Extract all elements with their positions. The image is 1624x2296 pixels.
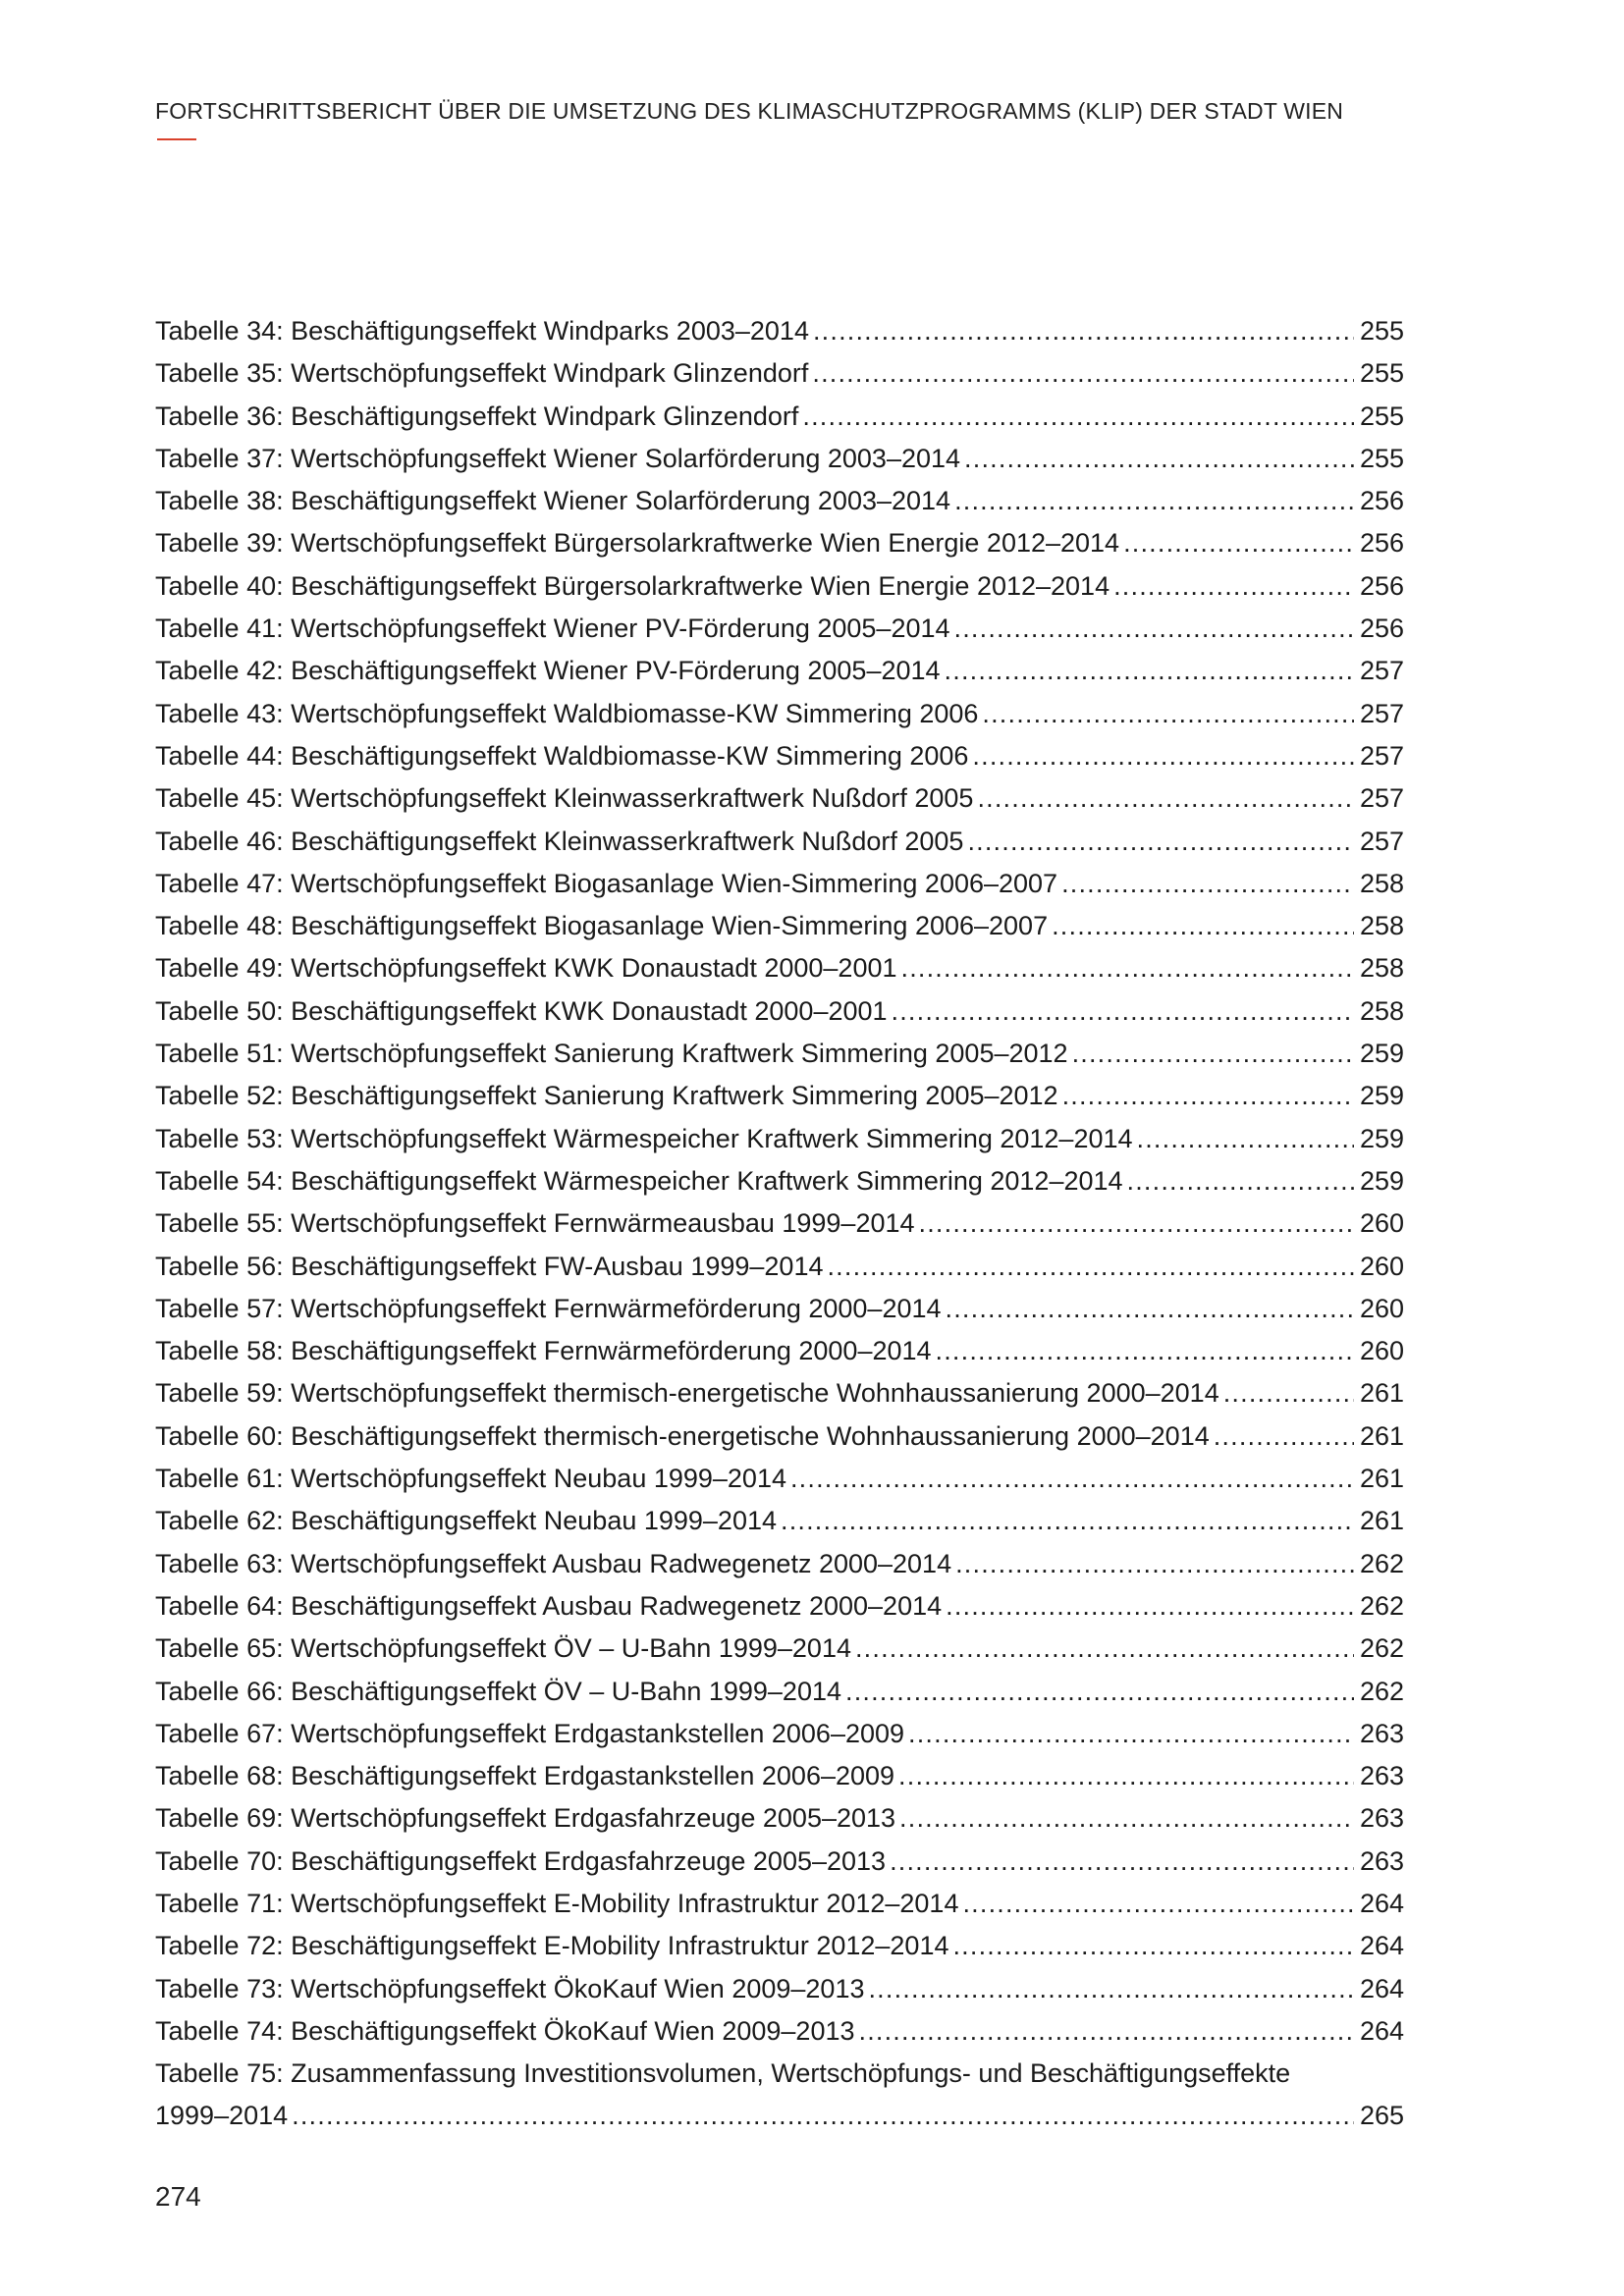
toc-entry[interactable] (155, 1075, 1404, 1117)
dot-leader (1113, 565, 1354, 608)
toc-entry-title: Tabelle 63: Wertschöpfungseffekt Ausbau Radwegenetz 2000–2014 (155, 1548, 952, 1578)
dot-leader (1127, 1160, 1354, 1202)
toc-entry-title: Tabelle 64: Beschäftigungseffekt Ausbau Radwegenetz 2000–2014 (155, 1590, 943, 1621)
toc-entry[interactable] (155, 1797, 1404, 1840)
dot-leader (781, 1500, 1354, 1542)
toc-entry[interactable] (155, 1160, 1404, 1202)
toc-entry[interactable] (155, 1500, 1404, 1542)
dot-leader (954, 480, 1354, 522)
toc-entry[interactable] (155, 905, 1404, 947)
toc-entry[interactable] (155, 1968, 1404, 2010)
dot-leader (827, 1246, 1353, 1288)
toc-entry[interactable] (155, 1585, 1404, 1628)
dot-leader (1062, 1075, 1354, 1117)
toc-entry[interactable] (155, 396, 1404, 438)
dot-leader (898, 1755, 1354, 1797)
dot-leader (946, 1585, 1354, 1628)
toc-entry-title: Tabelle 48: Beschäftigungseffekt Biogasanlage Wien-Simmering 2006–2007 (155, 911, 1049, 941)
toc-entry-page: 263 (1359, 1718, 1404, 1748)
dot-leader (964, 438, 1354, 480)
dot-leader (845, 1671, 1354, 1713)
toc-entry[interactable] (155, 1671, 1404, 1713)
toc-entry[interactable] (155, 990, 1404, 1033)
toc-entry-page: 260 (1359, 1336, 1404, 1366)
dot-leader (1061, 863, 1354, 905)
toc-entry-line2 (155, 2095, 1404, 2137)
toc-entry-page: 264 (1359, 1931, 1404, 1961)
toc-entry[interactable] (155, 693, 1404, 735)
toc-entry-title: Tabelle 59: Wertschöpfungseffekt thermisch-energetische Wohnhaussanierung 2000–2014 (155, 1378, 1219, 1409)
toc-entry[interactable] (155, 608, 1404, 650)
toc-entry-title: Tabelle 55: Wertschöpfungseffekt Fernwärmeausbau 1999–2014 (155, 1208, 915, 1239)
dot-leader (982, 693, 1354, 735)
toc-entry-title: Tabelle 65: Wertschöpfungseffekt ÖV – U-Bahn 1999–2014 (155, 1633, 851, 1664)
toc-entry[interactable] (155, 777, 1404, 820)
dot-leader (946, 1288, 1354, 1330)
toc-entry-title: Tabelle 62: Beschäftigungseffekt Neubau 1999–2014 (155, 1506, 777, 1536)
dot-leader (919, 1202, 1354, 1245)
dot-leader (892, 990, 1354, 1033)
toc-entry-page: 256 (1359, 614, 1404, 644)
toc-entry-page: 263 (1359, 1803, 1404, 1834)
dot-leader (936, 1330, 1354, 1372)
toc-entry[interactable] (155, 480, 1404, 522)
toc-entry-page: 256 (1359, 570, 1404, 601)
toc-entry-title: Tabelle 50: Beschäftigungseffekt KWK Donaustadt 2000–2001 (155, 995, 888, 1026)
dot-leader (1137, 1118, 1354, 1160)
toc-entry-title-line1: Tabelle 75: Zusammenfassung Investitionsvolumen, Wertschöpfungs- und Beschäftigungseffekte (155, 2058, 1291, 2089)
toc-entry-title: Tabelle 45: Wertschöpfungseffekt Kleinwasserkraftwerk Nußdorf 2005 (155, 783, 974, 814)
toc-entry-title: Tabelle 68: Beschäftigungseffekt Erdgastankstellen 2006–2009 (155, 1761, 895, 1791)
dot-leader (972, 735, 1354, 777)
toc-entry[interactable] (155, 821, 1404, 863)
dot-leader (790, 1458, 1354, 1500)
table-of-tables (155, 310, 1404, 2138)
dot-leader (868, 1968, 1353, 2010)
toc-entry-page: 258 (1359, 868, 1404, 898)
toc-entry-title: Tabelle 56: Beschäftigungseffekt FW-Ausbau 1999–2014 (155, 1251, 824, 1281)
toc-entry-page: 258 (1359, 953, 1404, 984)
toc-entry-title: Tabelle 60: Beschäftigungseffekt thermisch-energetische Wohnhaussanierung 2000–2014 (155, 1420, 1210, 1451)
toc-entry[interactable] (155, 1415, 1404, 1458)
toc-entry-title: Tabelle 52: Beschäftigungseffekt Sanierung Kraftwerk Simmering 2005–2012 (155, 1081, 1058, 1111)
toc-entry-title: Tabelle 38: Beschäftigungseffekt Wiener Solarförderung 2003–2014 (155, 486, 951, 516)
toc-entry-title: Tabelle 53: Wertschöpfungseffekt Wärmespeicher Kraftwerk Simmering 2012–2014 (155, 1123, 1133, 1153)
toc-entry-title: Tabelle 70: Beschäftigungseffekt Erdgasfahrzeuge 2005–2013 (155, 1845, 887, 1876)
toc-entry-page: 260 (1359, 1208, 1404, 1239)
toc-entry-page: 264 (1359, 1888, 1404, 1918)
toc-entry-title: Tabelle 37: Wertschöpfungseffekt Wiener Solarförderung 2003–2014 (155, 443, 961, 473)
dot-leader (855, 1628, 1354, 1670)
dot-leader (813, 310, 1354, 352)
dot-leader (890, 1841, 1354, 1883)
toc-entry-page: 259 (1359, 1081, 1404, 1111)
toc-entry-page: 261 (1359, 1378, 1404, 1409)
toc-entry-page: 262 (1359, 1633, 1404, 1664)
toc-entry[interactable] (155, 1033, 1404, 1075)
toc-entry-page: 257 (1359, 656, 1404, 686)
dot-leader (967, 821, 1353, 863)
dot-leader (954, 608, 1354, 650)
dot-leader (908, 1713, 1354, 1755)
toc-entry[interactable] (155, 1925, 1404, 1967)
toc-entry-page: 256 (1359, 486, 1404, 516)
toc-entry-page: 255 (1359, 316, 1404, 346)
toc-entry[interactable] (155, 1713, 1404, 1755)
toc-entry-page: 259 (1359, 1123, 1404, 1153)
toc-entry-title: Tabelle 34: Beschäftigungseffekt Windparks 2003–2014 (155, 316, 809, 346)
toc-entry-page: 261 (1359, 1420, 1404, 1451)
toc-entry-title: Tabelle 35: Wertschöpfungseffekt Windpark Glinzendorf (155, 358, 809, 389)
toc-entry[interactable] (155, 650, 1404, 692)
toc-entry-multiline[interactable] (155, 2053, 1404, 2138)
toc-entry-page: 259 (1359, 1039, 1404, 1069)
toc-entry-title: Tabelle 36: Beschäftigungseffekt Windpark Glinzendorf (155, 400, 799, 431)
toc-entry-page: 264 (1359, 2015, 1404, 2046)
toc-entry-title: Tabelle 47: Wertschöpfungseffekt Biogasanlage Wien-Simmering 2006–2007 (155, 868, 1058, 898)
toc-entry-title: Tabelle 74: Beschäftigungseffekt ÖkoKauf Wien 2009–2013 (155, 2015, 855, 2046)
toc-entry-title-line2: 1999–2014 (155, 2101, 289, 2131)
toc-entry[interactable] (155, 1628, 1404, 1670)
toc-entry-title: Tabelle 44: Beschäftigungseffekt Waldbiomasse-KW Simmering 2006 (155, 740, 969, 771)
toc-entry[interactable] (155, 1288, 1404, 1330)
toc-entry-page: 257 (1359, 698, 1404, 728)
toc-entry[interactable] (155, 1883, 1404, 1925)
toc-entry[interactable] (155, 310, 1404, 352)
toc-entry-title: Tabelle 49: Wertschöpfungseffekt KWK Donaustadt 2000–2001 (155, 953, 897, 984)
toc-entry-title: Tabelle 61: Wertschöpfungseffekt Neubau 1999–2014 (155, 1464, 786, 1494)
toc-entry[interactable] (155, 522, 1404, 564)
toc-entry-page: 255 (1359, 400, 1404, 431)
page-header: FORTSCHRITTSBERICHT ÜBER DIE UMSETZUNG DES KLIMASCHUTZPROGRAMMS (KLIP) DER STADT WIEN (155, 98, 1344, 124)
toc-entry-page: 263 (1359, 1845, 1404, 1876)
dot-leader (812, 352, 1354, 395)
toc-entry[interactable] (155, 1543, 1404, 1585)
toc-entry[interactable] (155, 2010, 1404, 2053)
toc-entry[interactable] (155, 1372, 1404, 1415)
toc-entry-page: 257 (1359, 826, 1404, 856)
toc-entry-page: 262 (1359, 1590, 1404, 1621)
toc-entry-page: 260 (1359, 1251, 1404, 1281)
toc-entry[interactable] (155, 438, 1404, 480)
toc-entry[interactable] (155, 1755, 1404, 1797)
toc-entry-title: Tabelle 67: Wertschöpfungseffekt Erdgastankstellen 2006–2009 (155, 1718, 905, 1748)
toc-entry-title: Tabelle 58: Beschäftigungseffekt Fernwärmeförderung 2000–2014 (155, 1336, 932, 1366)
dot-leader (1072, 1033, 1354, 1075)
toc-entry-title: Tabelle 40: Beschäftigungseffekt Bürgersolarkraftwerke Wien Energie 2012–2014 (155, 570, 1110, 601)
toc-entry-page: 255 (1359, 443, 1404, 473)
toc-entry-title: Tabelle 42: Beschäftigungseffekt Wiener PV-Förderung 2005–2014 (155, 656, 941, 686)
toc-entry-page: 257 (1359, 740, 1404, 771)
toc-entry[interactable] (155, 1841, 1404, 1883)
dot-leader (955, 1543, 1354, 1585)
toc-entry-page: 258 (1359, 995, 1404, 1026)
toc-entry-page: 262 (1359, 1676, 1404, 1706)
toc-entry[interactable] (155, 1246, 1404, 1288)
toc-entry-page: 256 (1359, 528, 1404, 559)
toc-entry-page: 263 (1359, 1761, 1404, 1791)
toc-entry-page: 261 (1359, 1506, 1404, 1536)
dot-leader (859, 2010, 1354, 2053)
dot-leader (962, 1883, 1353, 1925)
toc-entry-title: Tabelle 54: Beschäftigungseffekt Wärmespeicher Kraftwerk Simmering 2012–2014 (155, 1165, 1123, 1196)
toc-entry[interactable] (155, 1202, 1404, 1245)
dot-leader (1123, 522, 1354, 564)
toc-entry[interactable] (155, 1330, 1404, 1372)
toc-entry-page: 259 (1359, 1165, 1404, 1196)
toc-entry[interactable] (155, 1458, 1404, 1500)
toc-entry-page: 261 (1359, 1464, 1404, 1494)
dot-leader (899, 1797, 1354, 1840)
dot-leader (945, 650, 1354, 692)
dot-leader (1223, 1372, 1354, 1415)
toc-entry-page: 264 (1359, 1973, 1404, 2003)
toc-entry-title: Tabelle 66: Beschäftigungseffekt ÖV – U-Bahn 1999–2014 (155, 1676, 841, 1706)
toc-entry-title: Tabelle 72: Beschäftigungseffekt E-Mobility Infrastruktur 2012–2014 (155, 1931, 949, 1961)
dot-leader (292, 2095, 1354, 2137)
toc-entry-page: 257 (1359, 783, 1404, 814)
toc-entry-page: 260 (1359, 1293, 1404, 1323)
toc-entry-title: Tabelle 51: Wertschöpfungseffekt Sanierung Kraftwerk Simmering 2005–2012 (155, 1039, 1068, 1069)
toc-entry[interactable] (155, 735, 1404, 777)
toc-entry-title: Tabelle 57: Wertschöpfungseffekt Fernwärmeförderung 2000–2014 (155, 1293, 942, 1323)
dot-leader (802, 396, 1354, 438)
toc-entry-page: 258 (1359, 911, 1404, 941)
toc-entry-title: Tabelle 46: Beschäftigungseffekt Kleinwasserkraftwerk Nußdorf 2005 (155, 826, 964, 856)
page-number: 274 (155, 2181, 201, 2212)
toc-entry-page: 255 (1359, 358, 1404, 389)
toc-entry[interactable] (155, 565, 1404, 608)
toc-list (155, 310, 1404, 2053)
dot-leader (952, 1925, 1353, 1967)
dot-leader (1214, 1415, 1354, 1458)
dot-leader (1052, 905, 1354, 947)
toc-entry-title: Tabelle 71: Wertschöpfungseffekt E-Mobility Infrastruktur 2012–2014 (155, 1888, 959, 1918)
toc-entry[interactable] (155, 352, 1404, 395)
toc-entry[interactable] (155, 947, 1404, 989)
header-accent-rule (157, 138, 196, 140)
dot-leader (901, 947, 1354, 989)
toc-entry-title: Tabelle 73: Wertschöpfungseffekt ÖkoKauf Wien 2009–2013 (155, 1973, 865, 2003)
dot-leader (977, 777, 1354, 820)
toc-entry[interactable] (155, 1118, 1404, 1160)
toc-entry-title: Tabelle 41: Wertschöpfungseffekt Wiener PV-Förderung 2005–2014 (155, 614, 950, 644)
toc-entry-title: Tabelle 69: Wertschöpfungseffekt Erdgasfahrzeuge 2005–2013 (155, 1803, 896, 1834)
toc-entry[interactable] (155, 863, 1404, 905)
toc-entry-title: Tabelle 39: Wertschöpfungseffekt Bürgersolarkraftwerke Wien Energie 2012–2014 (155, 528, 1120, 559)
toc-entry-title: Tabelle 43: Wertschöpfungseffekt Waldbiomasse-KW Simmering 2006 (155, 698, 979, 728)
toc-entry-page: 265 (1359, 2101, 1404, 2131)
toc-entry-page: 262 (1359, 1548, 1404, 1578)
